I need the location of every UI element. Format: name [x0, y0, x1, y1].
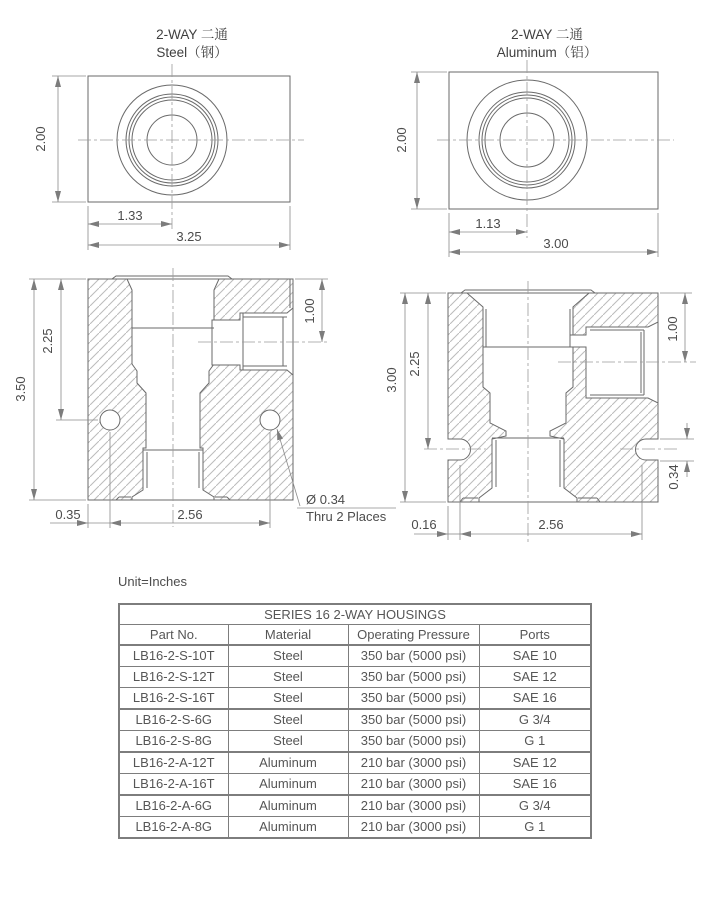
cell-material: Steel: [228, 667, 348, 688]
cell-part: LB16-2-S-16T: [119, 688, 228, 710]
table-header-row: [119, 625, 591, 646]
cell-pressure: 350 bar (5000 psi): [348, 709, 479, 731]
dim-aluminum-top-width: 3.00: [543, 236, 569, 251]
col-header-pressure: Operating Pressure: [348, 625, 479, 646]
cell-pressure: 350 bar (5000 psi): [348, 688, 479, 710]
aluminum-top-extension-lines: [411, 72, 658, 257]
cell-part: LB16-2-A-12T: [119, 752, 228, 774]
cell-ports: G 1: [479, 817, 591, 839]
dim-aluminum-slot-depth: 2.25: [407, 351, 422, 377]
dim-steel-hole-depth: 2.25: [40, 328, 55, 354]
table-row: [119, 774, 591, 796]
aluminum-top-view: [394, 27, 674, 257]
cell-part: LB16-2-S-12T: [119, 667, 228, 688]
cell-material: Aluminum: [228, 774, 348, 796]
cell-ports: G 3/4: [479, 709, 591, 731]
dim-steel-top-width: 3.25: [176, 229, 202, 244]
dim-steel-edge-offset: 0.35: [55, 507, 81, 522]
dim-aluminum-slot-spacing: 2.56: [538, 517, 564, 532]
dim-steel-total-height: 3.50: [13, 376, 28, 402]
cell-pressure: 210 bar (3000 psi): [348, 752, 479, 774]
steel-title-line2: Steel（钢）: [156, 45, 228, 60]
aluminum-front-section: [384, 281, 696, 545]
table-row: [119, 817, 591, 839]
cell-material: Aluminum: [228, 752, 348, 774]
steel-top-view: [33, 27, 304, 250]
col-header-material: Material: [228, 625, 348, 646]
cell-part: LB16-2-A-8G: [119, 817, 228, 839]
hole-note-places: Thru 2 Places: [306, 509, 387, 524]
cell-ports: G 3/4: [479, 795, 591, 817]
cell-pressure: 350 bar (5000 psi): [348, 667, 479, 688]
dim-steel-port-depth: 1.00: [302, 298, 317, 324]
dim-steel-hole-spacing: 2.56: [177, 507, 203, 522]
table-title: SERIES 16 2-WAY HOUSINGS: [119, 604, 591, 625]
cell-ports: SAE 12: [479, 667, 591, 688]
cell-ports: SAE 10: [479, 645, 591, 667]
cell-ports: G 1: [479, 731, 591, 753]
steel-mounting-hole-left: [100, 410, 120, 430]
aluminum-title-line2: Aluminum（铝）: [496, 45, 598, 60]
cell-pressure: 350 bar (5000 psi): [348, 731, 479, 753]
dim-aluminum-top-center: 1.13: [475, 216, 501, 231]
cell-material: Steel: [228, 645, 348, 667]
steel-front-section: [13, 268, 396, 528]
cell-part: LB16-2-A-6G: [119, 795, 228, 817]
cell-pressure: 210 bar (3000 psi): [348, 795, 479, 817]
unit-note: Unit=Inches: [118, 574, 188, 589]
cell-ports: SAE 16: [479, 688, 591, 710]
steel-mounting-hole-right: [260, 410, 280, 430]
cell-ports: SAE 16: [479, 774, 591, 796]
table-row: [119, 645, 591, 667]
table-row: [119, 795, 591, 817]
table-row: [119, 688, 591, 710]
cell-material: Steel: [228, 688, 348, 710]
col-header-part: Part No.: [119, 625, 228, 646]
cell-material: Steel: [228, 709, 348, 731]
cell-pressure: 210 bar (3000 psi): [348, 817, 479, 839]
dim-aluminum-edge-offset: 0.16: [411, 517, 437, 532]
cell-pressure: 350 bar (5000 psi): [348, 645, 479, 667]
cell-material: Aluminum: [228, 817, 348, 839]
dim-aluminum-port-depth: 1.00: [665, 316, 680, 342]
housings-table: [118, 603, 592, 839]
dim-steel-top-height: 2.00: [33, 126, 48, 152]
cell-part: LB16-2-S-8G: [119, 731, 228, 753]
dim-steel-top-center: 1.33: [117, 208, 143, 223]
cell-part: LB16-2-S-6G: [119, 709, 228, 731]
cell-ports: SAE 12: [479, 752, 591, 774]
dim-aluminum-slot-height: 0.34: [666, 464, 681, 490]
col-header-ports: Ports: [479, 625, 591, 646]
table-row: [119, 709, 591, 731]
aluminum-title-line1: 2-WAY 二通: [511, 27, 583, 42]
table-row: [119, 752, 591, 774]
cell-part: LB16-2-A-16T: [119, 774, 228, 796]
dim-aluminum-total-height: 3.00: [384, 367, 399, 393]
table-title-row: [119, 604, 591, 625]
cell-material: Steel: [228, 731, 348, 753]
steel-title-line1: 2-WAY 二通: [156, 27, 228, 42]
cell-pressure: 210 bar (3000 psi): [348, 774, 479, 796]
cell-material: Aluminum: [228, 795, 348, 817]
table-row: [119, 667, 591, 688]
dim-aluminum-top-height: 2.00: [394, 127, 409, 153]
cell-part: LB16-2-S-10T: [119, 645, 228, 667]
table-row: [119, 731, 591, 753]
hole-note-diameter: Ø 0.34: [306, 492, 346, 507]
